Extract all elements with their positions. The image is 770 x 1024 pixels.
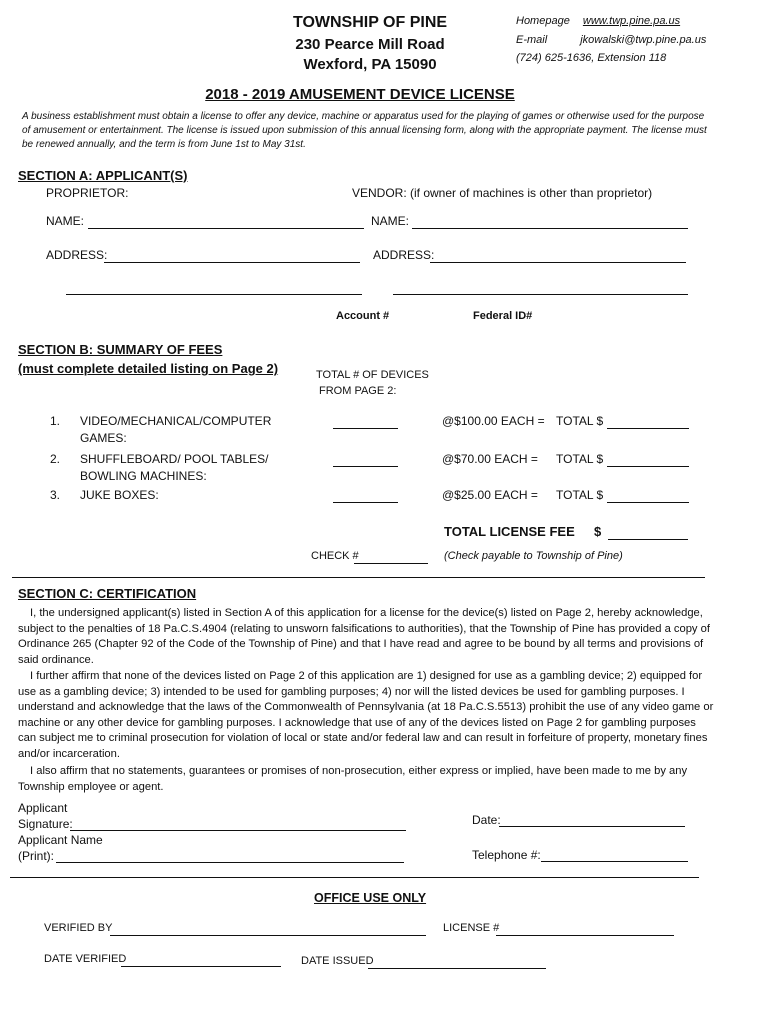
fee-item-1-label: VIDEO/MECHANICAL/COMPUTER xyxy=(80,414,272,428)
vendor-address-field[interactable] xyxy=(430,262,686,263)
fee-item-3-number: 3. xyxy=(50,488,61,502)
signature-label: Signature: xyxy=(18,817,73,831)
fee-item-1-label-line2: GAMES: xyxy=(80,431,127,445)
fee-item-2-total-field[interactable] xyxy=(607,466,689,467)
certification-paragraph-2: I further affirm that none of the devices listed on Page 2 of this application are 1) designed for use as a gambling device; 2) equipped for use as a gambling device; 3) intended to be used for gambling purposes; 4) nor will the listed devices be used for gambling purposes. I understand and acknowledge that the laws of the Commonwealth of Pennsylvania (at 18 Pa.C.S.5513) prohibit the use of any video game or machine or any other device for gambling purposes. I acknowledge that use of any of the devices listed on Page 2 for gambling purposes can subject me to criminal prosecution for violation of local or state and/or federal law and can result in forfeiture of property, monetary fines and/or incarceration. xyxy=(18,670,714,760)
vendor-label: VENDOR: (if owner of machines is other than proprietor) xyxy=(352,186,653,200)
fee-item-3-rate: @$25.00 EACH = xyxy=(442,488,538,502)
total-license-fee-label: TOTAL LICENSE FEE xyxy=(444,524,575,539)
proprietor-address-label: ADDRESS: xyxy=(46,248,108,262)
document-title: 2018 - 2019 AMUSEMENT DEVICE LICENSE xyxy=(205,86,515,103)
proprietor-label: PROPRIETOR: xyxy=(46,186,129,200)
verified-by-label: VERIFIED BY xyxy=(44,922,113,934)
total-license-fee-field[interactable] xyxy=(608,539,688,540)
homepage-link[interactable]: www.twp.pine.pa.us xyxy=(582,15,681,27)
fee-item-1-rate: @$100.00 EACH = xyxy=(442,414,545,428)
date-field[interactable] xyxy=(499,826,685,827)
federal-id-label: Federal ID# xyxy=(473,310,533,322)
telephone-field[interactable] xyxy=(541,861,688,862)
vendor-name-label: NAME: xyxy=(371,214,410,228)
vendor-name-field[interactable] xyxy=(412,228,688,229)
proprietor-name-field[interactable] xyxy=(88,228,364,229)
signature-field[interactable] xyxy=(70,830,406,831)
proprietor-address-field[interactable] xyxy=(104,262,360,263)
license-number-field[interactable] xyxy=(496,935,674,936)
office-use-heading: OFFICE USE ONLY xyxy=(314,891,427,905)
applicant-name-field[interactable] xyxy=(56,862,404,863)
fee-item-2-rate: @$70.00 EACH = xyxy=(442,452,538,466)
print-label: (Print): xyxy=(18,849,54,863)
fee-item-3-count-field[interactable] xyxy=(333,502,398,503)
total-devices-label-line2: FROM PAGE 2: xyxy=(319,385,397,397)
fee-item-2-count-field[interactable] xyxy=(333,466,398,467)
certification-paragraph-1: I, the undersigned applicant(s) listed in Section A of this application for a license for the device(s) listed on Page 2, hereby acknowledge, subject to the penalties of 18 Pa.C.S.4904 (relating to unsworn falsifications to authorities), that the Township of Pine has provided a copy of Ordinance 265 (Chapter 92 of the Code of the Township of Pine) and that I have read and agree to be bound by all terms and provisions of said ordinance. xyxy=(18,607,710,666)
total-devices-label-line1: TOTAL # OF DEVICES xyxy=(316,369,429,381)
fee-item-2-label-line2: BOWLING MACHINES: xyxy=(80,469,207,483)
proprietor-name-label: NAME: xyxy=(46,214,85,228)
section-b-subheading: (must complete detailed listing on Page 2) xyxy=(18,361,279,376)
email-row xyxy=(516,34,706,46)
email-link[interactable]: jkowalski@twp.pine.pa.us xyxy=(580,34,707,46)
date-label: Date: xyxy=(472,813,501,827)
fee-item-3-label: JUKE BOXES: xyxy=(80,488,159,502)
applicant-name-label: Applicant Name xyxy=(18,833,103,847)
license-number-label: LICENSE # xyxy=(443,922,500,934)
fee-item-3-total-field[interactable] xyxy=(607,502,689,503)
section-b-heading: SECTION B: SUMMARY OF FEES xyxy=(18,342,223,357)
fee-item-1-total-label: TOTAL $ xyxy=(556,414,604,428)
fee-item-1-number: 1. xyxy=(50,414,61,428)
date-issued-label: DATE ISSUED xyxy=(301,955,374,967)
section-a-heading: SECTION A: APPLICANT(S) xyxy=(18,168,188,183)
section-c-heading: SECTION C: CERTIFICATION xyxy=(18,586,197,601)
fee-item-2-label: SHUFFLEBOARD/ POOL TABLES/ xyxy=(80,452,269,466)
date-issued-field[interactable] xyxy=(368,968,546,969)
fee-item-2-number: 2. xyxy=(50,452,61,466)
verified-by-field[interactable] xyxy=(110,935,426,936)
email-label: E-mail xyxy=(516,34,548,46)
vendor-address-line2-field[interactable] xyxy=(393,294,688,295)
fee-item-3-total-label: TOTAL $ xyxy=(556,488,604,502)
check-number-field[interactable] xyxy=(354,563,428,564)
phone-number: (724) 625-1636, Extension 118 xyxy=(516,52,667,64)
account-number-label: Account # xyxy=(336,310,390,322)
date-verified-field[interactable] xyxy=(121,966,281,967)
fee-item-2-total-label: TOTAL $ xyxy=(556,452,604,466)
telephone-label: Telephone #: xyxy=(472,848,541,862)
proprietor-address-line2-field[interactable] xyxy=(66,294,362,295)
applicant-label: Applicant xyxy=(18,801,68,815)
fee-item-1-count-field[interactable] xyxy=(333,428,398,429)
fee-item-1-total-field[interactable] xyxy=(607,428,689,429)
check-payable-note: (Check payable to Township of Pine) xyxy=(444,550,623,562)
date-verified-label: DATE VERIFIED xyxy=(44,953,127,965)
total-license-fee-dollar: $ xyxy=(594,524,602,539)
township-address-line1: 230 Pearce Mill Road xyxy=(295,36,445,53)
homepage-label: Homepage xyxy=(516,15,570,27)
check-number-label: CHECK # xyxy=(311,550,359,562)
section-divider xyxy=(12,577,705,578)
homepage-row xyxy=(516,15,680,27)
intro-paragraph: A business establishment must obtain a license to offer any device, machine or apparatus used for the playing of games or otherwise used for the purpose of amusement or entertainment. The license is issued upon submission of this annual licensing form, along with the appropriate payment. The license must be renewed annually, and the term is from June 1st to May 31st. xyxy=(22,111,707,150)
township-name: TOWNSHIP OF PINE xyxy=(292,14,448,31)
certification-paragraph-3: I also affirm that no statements, guarantees or promises of non-prosecution, either express or implied, have been made to me by any Township employee or agent. xyxy=(18,765,688,793)
vendor-address-label: ADDRESS: xyxy=(373,248,435,262)
township-address-line2: Wexford, PA 15090 xyxy=(303,56,437,73)
office-divider xyxy=(10,877,699,878)
